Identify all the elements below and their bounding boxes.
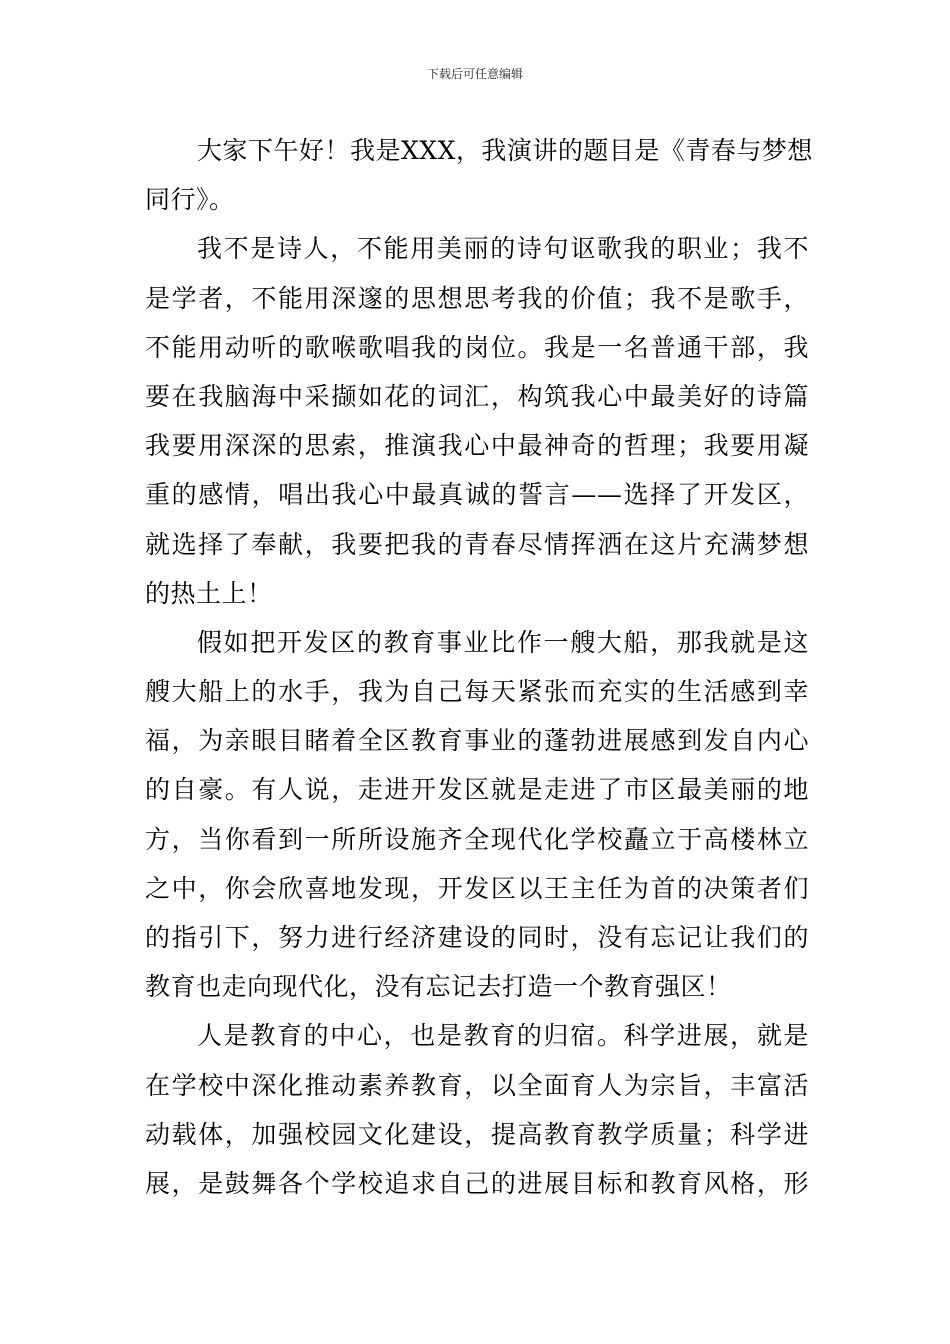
text-line: 我不是诗人，不能用美丽的诗句讴歌我的职业；我不	[197, 234, 809, 264]
text-line: 展，是鼓舞各个学校追求自己的进展目标和教育风格，形	[145, 1168, 809, 1198]
text-line: 福，为亲眼目睹着全区教育事业的蓬勃进展感到发自内心	[145, 726, 809, 756]
text-line: 我要用深深的思索，推演我心中最神奇的哲理；我要用凝	[145, 431, 809, 461]
text-line: 教育也走向现代化，没有忘记去打造一个教育强区！	[145, 972, 732, 1002]
text-line: 的热土上！	[145, 578, 273, 608]
page-header: 下载后可任意编辑	[426, 67, 523, 81]
text-line: 的自豪。有人说，走进开发区就是走进了市区最美丽的地	[145, 775, 809, 805]
speech-body	[145, 126, 813, 1208]
text-line: 是学者，不能用深邃的思想思考我的价值；我不是歌手，	[145, 283, 809, 313]
text-line: 人是教育的中心，也是教育的归宿。科学进展，就是	[197, 1021, 809, 1051]
text-line: 不能用动听的歌喉歌唱我的岗位。我是一名普通干部，我	[145, 332, 809, 362]
text-line: 的指引下，努力进行经济建设的同时，没有忘记让我们的	[145, 923, 809, 952]
paragraph-1	[145, 126, 813, 224]
text-line: 同行》。	[145, 185, 235, 215]
text-line: 艘大船上的水手，我为自己每天紧张而充实的生活感到幸	[145, 677, 809, 707]
paragraph-4	[145, 1011, 809, 1208]
text-line: 就选择了奉献，我要把我的青春尽情挥洒在这片充满梦想	[145, 529, 809, 559]
paragraph-2	[145, 224, 809, 618]
text-line: 之中，你会欣喜地发现，开发区以王主任为首的决策者们	[145, 873, 809, 903]
text-line: 重的感情，唱出我心中最真诚的誓言——选择了开发区，	[145, 480, 809, 510]
text-line: 方，当你看到一所所设施齐全现代化学校矗立于高楼林立	[145, 824, 809, 854]
paragraph-3	[145, 618, 809, 1012]
text-line: 大家下午好！我是XXX，我演讲的题目是《青春与梦想	[197, 136, 813, 165]
text-line: 动载体，加强校园文化建设，提高教育教学质量；科学进	[145, 1119, 809, 1149]
text-line: 在学校中深化推动素养教育，以全面育人为宗旨，丰富活	[145, 1070, 809, 1100]
text-line: 假如把开发区的教育事业比作一艘大船，那我就是这	[197, 627, 809, 657]
text-line: 要在我脑海中采撷如花的词汇，构筑我心中最美好的诗篇	[145, 381, 809, 411]
